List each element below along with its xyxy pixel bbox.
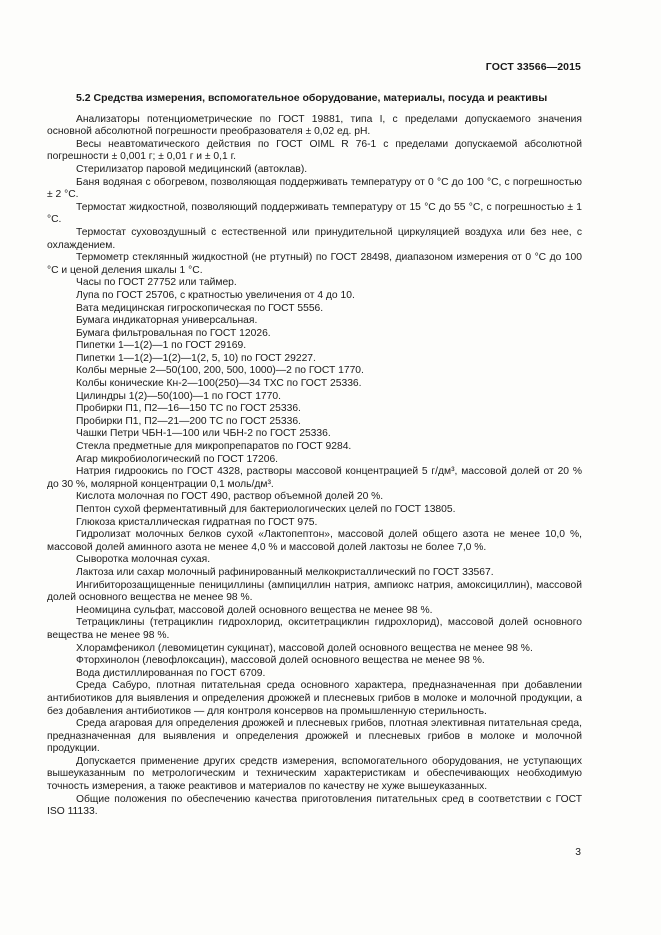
paragraph: Глюкоза кристаллическая гидратная по ГОСТ 975.	[76, 516, 318, 528]
paragraph: Пробирки П1, П2—16—150 ТС по ГОСТ 25336.	[76, 403, 301, 415]
paragraph: Тетрациклины (тетрациклин гидрохлорид, окситетрациклин гидрохлорид), массовой долей основного вещества не менее 98 %.	[47, 617, 582, 641]
paragraph: Допускается применение других средств измерения, вспомогательного оборудования, не уступающих вышеуказанным по метрологическим и техническим характеристикам и обеспечивающих необходимую точность измерения, а также реактивов и материалов по качеству не хуже вышеуказанных.	[47, 755, 582, 793]
paragraph: Пробирки П1, П2—21—200 ТС по ГОСТ 25336.	[76, 415, 301, 427]
paragraph: Общие положения по обеспечению качества приготовления питательных сред в соответствии с ГОСТ ISO 11133.	[47, 793, 582, 818]
paragraph: Вода дистиллированная по ГОСТ 6709.	[76, 667, 266, 679]
section-content	[47, 92, 582, 819]
paragraph: Фторхинолон (левофлоксацин), массовой долей основного вещества не менее 98 %.	[76, 655, 485, 667]
page-number: 3	[575, 847, 581, 858]
paragraph: Чашки Петри ЧБН-1—100 или ЧБН-2 по ГОСТ 25336.	[76, 428, 331, 440]
paragraph: Бумага индикаторная универсальная.	[76, 315, 258, 327]
paragraph: Среда агаровая для определения дрожжей и плесневых грибов, плотная элективная питательная среда, предназначенная для выявления и определения дрожжей и плесневых грибов в молоке и молочной продукции.	[47, 718, 582, 755]
paragraph: Термометр стеклянный жидкостной (не ртутный) по ГОСТ 28498, диапазоном измерения от 0 °C до 100 °C и ценой деления шкалы 1 °C.	[47, 252, 582, 276]
paragraph: Кислота молочная по ГОСТ 490, раствор объемной долей 20 %.	[76, 491, 384, 503]
paragraph: Гидролизат молочных белков сухой «Лактопептон», массовой долей общего азота не менее 10,0 %, массовой долей аминного азота не менее 4,0 % и массовой долей лактозы не более 7,0 %.	[47, 529, 582, 553]
standard-header: ГОСТ 33566—2015	[485, 61, 581, 73]
paragraph: Бумага фильтровальная по ГОСТ 12026.	[76, 327, 271, 339]
paragraph: Пептон сухой ферментативный для бактериологических целей по ГОСТ 13805.	[76, 504, 456, 515]
paragraph: Баня водяная с обогревом, позволяющая поддерживать температуру от 0 °C до 100 °C, с погрешностью ± 2 °C.	[47, 176, 582, 201]
paragraph: Лупа по ГОСТ 25706, с кратностью увеличения от 4 до 10.	[76, 289, 355, 301]
paragraph: Ингибиторозащищенные пенициллины (ампициллин натрия, ампиокс натрия, амоксициллин), массовой долей основного вещества не менее 98 %.	[47, 579, 582, 604]
paragraph: Хлорамфеникол (левомицетин сукцинат), массовой долей основного вещества не менее 98 %.	[76, 642, 533, 654]
paragraph: Среда Сабуро, плотная питательная среда основного характера, предназначенная при добавлении антибиотиков для выявления и определения дрожжей и плесневых грибов в молоке и молочной продукции, а без добавления антибиотиков — для контроля консервов на промышленную стерильность.	[47, 680, 582, 717]
paragraph: Агар микробиологический по ГОСТ 17206.	[76, 453, 279, 465]
paragraph: Сыворотка молочная сухая.	[76, 554, 211, 566]
paragraph: Пипетки 1—1(2)—1(2)—1(2, 5, 10) по ГОСТ 29227.	[76, 352, 316, 364]
paragraph: Часы по ГОСТ 27752 или таймер.	[76, 277, 237, 289]
paragraph: Колбы конические Кн-2—100(250)—34 ТХС по ГОСТ 25336.	[76, 378, 362, 390]
paragraph: Натрия гидроокись по ГОСТ 4328, растворы массовой концентрацией 5 г/дм³, массовой долей от 20 % до 30 %, молярной концентрации 0,1 моль/дм³.	[47, 466, 582, 490]
paragraph: Лактоза или сахар молочный рафинированный мелкокристаллический по ГОСТ 33567.	[76, 566, 494, 578]
paragraph: Термостат суховоздушный с естественной или принудительной циркуляцией воздуха или без нее, с охлаждением.	[47, 226, 582, 251]
paragraph: Весы неавтоматического действия по ГОСТ OIML R 76-1 с пределами допускаемой абсолютной погрешности ± 0,001 г; ± 0,01 г и ± 0,1 г.	[47, 138, 582, 163]
paragraph: Стерилизатор паровой медицинский (автоклав).	[76, 163, 308, 175]
paragraph: Стекла предметные для микропрепаратов по ГОСТ 9284.	[76, 441, 352, 453]
paragraph: Термостат жидкостной, позволяющий поддерживать температуру от 15 °C до 55 °C, с погрешностью ± 1 °C.	[47, 201, 582, 226]
paragraph: Колбы мерные 2—50(100, 200, 500, 1000)—2 по ГОСТ 1770.	[76, 365, 364, 377]
paragraph: Пипетки 1—1(2)—1 по ГОСТ 29169.	[76, 340, 247, 352]
paragraph-list	[47, 114, 582, 819]
paragraph: Цилиндры 1(2)—50(100)—1 по ГОСТ 1770.	[76, 390, 281, 402]
paragraph: Неомицина сульфат, массовой долей основного вещества не менее 98 %.	[76, 604, 433, 616]
paragraph: Вата медицинская гигроскопическая по ГОСТ 5556.	[76, 302, 324, 314]
paragraph: Анализаторы потенциометрические по ГОСТ 19881, типа I, с пределами допускаемого значения основной абсолютной погрешности преобразователя ± 0,02 ед. pH.	[47, 113, 582, 138]
section-title: 5.2 Средства измерения, вспомогательное оборудование, материалы, посуда и реактивы	[76, 92, 548, 104]
